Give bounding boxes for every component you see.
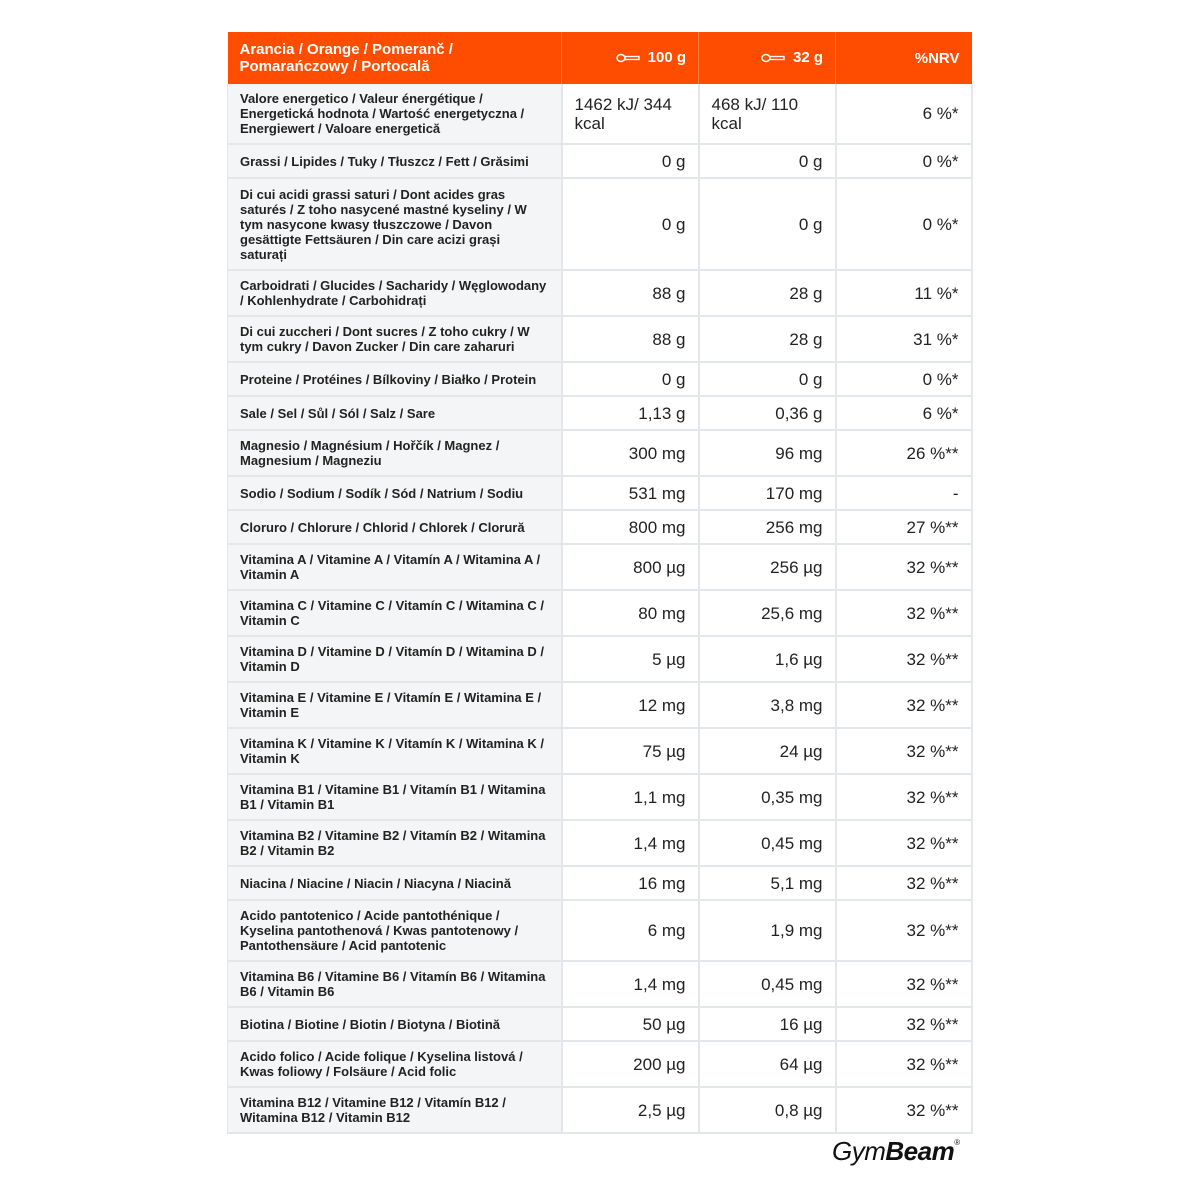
table-row bbox=[228, 84, 972, 144]
table-header-row bbox=[228, 32, 972, 84]
nutrient-name: Vitamina B6 / Vitamine B6 / Vitamín B6 / Witamina B6 / Vitamin B6 bbox=[228, 961, 562, 1007]
table-row bbox=[228, 1007, 972, 1041]
value-nrv: 11 %* bbox=[836, 270, 972, 316]
nutrient-name: Carboidrati / Glucides / Sacharidy / Węglowodany / Kohlenhydrate / Carbohidrați bbox=[228, 270, 562, 316]
scoop-icon bbox=[761, 50, 785, 67]
value-100g: 0 g bbox=[562, 362, 699, 396]
value-32g: 0 g bbox=[699, 178, 836, 270]
nutrient-name: Acido folico / Acide folique / Kyselina listová / Kwas foliowy / Folsäure / Acid folic bbox=[228, 1041, 562, 1087]
logo-registered: ® bbox=[954, 1138, 960, 1147]
header-32g-label: 32 g bbox=[792, 49, 823, 67]
table-row bbox=[228, 900, 972, 961]
table-row bbox=[228, 961, 972, 1007]
value-32g: 170 mg bbox=[699, 476, 836, 510]
value-nrv: 32 %** bbox=[836, 820, 972, 866]
table-row bbox=[228, 820, 972, 866]
nutrient-name: Vitamina A / Vitamine A / Vitamín A / Witamina A / Vitamin A bbox=[228, 544, 562, 590]
value-100g: 1,13 g bbox=[562, 396, 699, 430]
nutrient-name: Niacina / Niacine / Niacin / Niacyna / Niacină bbox=[228, 866, 562, 900]
nutrient-name: Cloruro / Chlorure / Chlorid / Chlorek / Clorură bbox=[228, 510, 562, 544]
table-row bbox=[228, 396, 972, 430]
value-nrv: 26 %** bbox=[836, 430, 972, 476]
logo-text-gym: Gym bbox=[832, 1136, 886, 1166]
logo-text-beam: Beam bbox=[885, 1136, 955, 1166]
value-100g: 50 µg bbox=[562, 1007, 699, 1041]
value-32g: 0,8 µg bbox=[699, 1087, 836, 1133]
table-row bbox=[228, 270, 972, 316]
nutrient-name: Vitamina B1 / Vitamine B1 / Vitamín B1 / Witamina B1 / Vitamin B1 bbox=[228, 774, 562, 820]
nutrient-name: Acido pantotenico / Acide pantothénique / Kyselina pantothenová / Kwas pantotenowy / Pantothensäure / Acid pantotenic bbox=[228, 900, 562, 961]
nutrient-name: Magnesio / Magnésium / Hořčík / Magnez / Magnesium / Magneziu bbox=[228, 430, 562, 476]
value-nrv: 32 %** bbox=[836, 900, 972, 961]
value-100g: 200 µg bbox=[562, 1041, 699, 1087]
table-row bbox=[228, 1041, 972, 1087]
nutrient-name: Grassi / Lipides / Tuky / Tłuszcz / Fett / Grăsimi bbox=[228, 144, 562, 178]
table-row bbox=[228, 590, 972, 636]
value-100g: 300 mg bbox=[562, 430, 699, 476]
value-nrv: 31 %* bbox=[836, 316, 972, 362]
nutrient-name: Di cui zuccheri / Dont sucres / Z toho cukry / W tym cukry / Davon Zucker / Din care zaharuri bbox=[228, 316, 562, 362]
scoop-icon bbox=[616, 50, 640, 67]
nutrition-table bbox=[227, 32, 973, 1134]
value-nrv: - bbox=[836, 476, 972, 510]
value-nrv: 32 %** bbox=[836, 1007, 972, 1041]
value-nrv: 27 %** bbox=[836, 510, 972, 544]
value-100g: 531 mg bbox=[562, 476, 699, 510]
value-nrv: 32 %** bbox=[836, 774, 972, 820]
nutrient-name: Vitamina K / Vitamine K / Vitamín K / Witamina K / Vitamin K bbox=[228, 728, 562, 774]
table-row bbox=[228, 362, 972, 396]
value-32g: 1,6 µg bbox=[699, 636, 836, 682]
value-100g: 800 mg bbox=[562, 510, 699, 544]
table-row bbox=[228, 144, 972, 178]
value-32g: 0,36 g bbox=[699, 396, 836, 430]
value-100g: 6 mg bbox=[562, 900, 699, 961]
nutrient-name: Vitamina D / Vitamine D / Vitamín D / Witamina D / Vitamin D bbox=[228, 636, 562, 682]
value-100g: 800 µg bbox=[562, 544, 699, 590]
value-nrv: 0 %* bbox=[836, 178, 972, 270]
nutrient-name: Di cui acidi grassi saturi / Dont acides gras saturés / Z toho nasycené mastné kyseliny / W tym nasycone kwasy tłuszczowe / Davon gesättigte Fettsäuren / Din care acizi grași saturați bbox=[228, 178, 562, 270]
value-nrv: 32 %** bbox=[836, 1041, 972, 1087]
value-100g: 12 mg bbox=[562, 682, 699, 728]
value-32g: 0,45 mg bbox=[699, 961, 836, 1007]
value-nrv: 32 %** bbox=[836, 636, 972, 682]
value-100g: 80 mg bbox=[562, 590, 699, 636]
value-32g: 0,45 mg bbox=[699, 820, 836, 866]
table-row bbox=[228, 636, 972, 682]
value-32g: 24 µg bbox=[699, 728, 836, 774]
value-nrv: 32 %** bbox=[836, 866, 972, 900]
value-nrv: 6 %* bbox=[836, 84, 972, 144]
nutrient-name: Vitamina E / Vitamine E / Vitamín E / Witamina E / Vitamin E bbox=[228, 682, 562, 728]
value-32g: 16 µg bbox=[699, 1007, 836, 1041]
nutrient-name: Sodio / Sodium / Sodík / Sód / Natrium / Sodiu bbox=[228, 476, 562, 510]
value-nrv: 32 %** bbox=[836, 544, 972, 590]
value-32g: 96 mg bbox=[699, 430, 836, 476]
nutrient-name: Sale / Sel / Sůl / Sól / Salz / Sare bbox=[228, 396, 562, 430]
table-row bbox=[228, 728, 972, 774]
gymbeam-logo bbox=[832, 1136, 972, 1170]
table-row bbox=[228, 544, 972, 590]
value-32g: 64 µg bbox=[699, 1041, 836, 1087]
value-32g: 0 g bbox=[699, 144, 836, 178]
value-100g: 16 mg bbox=[562, 866, 699, 900]
table-row bbox=[228, 510, 972, 544]
value-32g: 468 kJ/ 110 kcal bbox=[699, 84, 836, 144]
nutrition-table-container bbox=[227, 32, 971, 1134]
nutrient-name: Vitamina B12 / Vitamine B12 / Vitamín B12 / Witamina B12 / Vitamin B12 bbox=[228, 1087, 562, 1133]
nutrient-name: Biotina / Biotine / Biotin / Biotyna / Biotină bbox=[228, 1007, 562, 1041]
value-100g: 1,1 mg bbox=[562, 774, 699, 820]
table-row bbox=[228, 430, 972, 476]
header-100g-label: 100 g bbox=[647, 49, 686, 67]
value-nrv: 32 %** bbox=[836, 682, 972, 728]
nutrient-name: Valore energetico / Valeur énergétique / Energetická hodnota / Wartość energetyczna / Energiewert / Valoare energetică bbox=[228, 84, 562, 144]
value-nrv: 0 %* bbox=[836, 144, 972, 178]
value-nrv: 0 %* bbox=[836, 362, 972, 396]
value-32g: 28 g bbox=[699, 270, 836, 316]
value-100g: 1,4 mg bbox=[562, 961, 699, 1007]
value-100g: 1462 kJ/ 344 kcal bbox=[562, 84, 699, 144]
value-100g: 2,5 µg bbox=[562, 1087, 699, 1133]
value-100g: 5 µg bbox=[562, 636, 699, 682]
value-32g: 0,35 mg bbox=[699, 774, 836, 820]
value-32g: 3,8 mg bbox=[699, 682, 836, 728]
header-100g bbox=[562, 32, 699, 84]
value-100g: 0 g bbox=[562, 144, 699, 178]
value-nrv: 32 %** bbox=[836, 590, 972, 636]
value-32g: 25,6 mg bbox=[699, 590, 836, 636]
header-32g bbox=[699, 32, 836, 84]
table-row bbox=[228, 476, 972, 510]
table-row bbox=[228, 316, 972, 362]
value-100g: 0 g bbox=[562, 178, 699, 270]
value-32g: 1,9 mg bbox=[699, 900, 836, 961]
table-row bbox=[228, 774, 972, 820]
table-row bbox=[228, 866, 972, 900]
nutrient-name: Proteine / Protéines / Bílkoviny / Białko / Protein bbox=[228, 362, 562, 396]
table-row bbox=[228, 178, 972, 270]
value-32g: 28 g bbox=[699, 316, 836, 362]
value-100g: 75 µg bbox=[562, 728, 699, 774]
table-row bbox=[228, 682, 972, 728]
value-32g: 5,1 mg bbox=[699, 866, 836, 900]
value-nrv: 6 %* bbox=[836, 396, 972, 430]
value-nrv: 32 %** bbox=[836, 728, 972, 774]
value-32g: 256 mg bbox=[699, 510, 836, 544]
value-32g: 0 g bbox=[699, 362, 836, 396]
value-nrv: 32 %** bbox=[836, 961, 972, 1007]
value-32g: 256 µg bbox=[699, 544, 836, 590]
value-nrv: 32 %** bbox=[836, 1087, 972, 1133]
nutrient-name: Vitamina C / Vitamine C / Vitamín C / Witamina C / Vitamin C bbox=[228, 590, 562, 636]
table-row bbox=[228, 1087, 972, 1133]
value-100g: 88 g bbox=[562, 270, 699, 316]
value-100g: 1,4 mg bbox=[562, 820, 699, 866]
nutrient-name: Vitamina B2 / Vitamine B2 / Vitamín B2 / Witamina B2 / Vitamin B2 bbox=[228, 820, 562, 866]
header-flavor: Arancia / Orange / Pomeranč / Pomarańczowy / Portocală bbox=[228, 32, 562, 84]
value-100g: 88 g bbox=[562, 316, 699, 362]
header-nrv: %NRV bbox=[836, 32, 972, 84]
